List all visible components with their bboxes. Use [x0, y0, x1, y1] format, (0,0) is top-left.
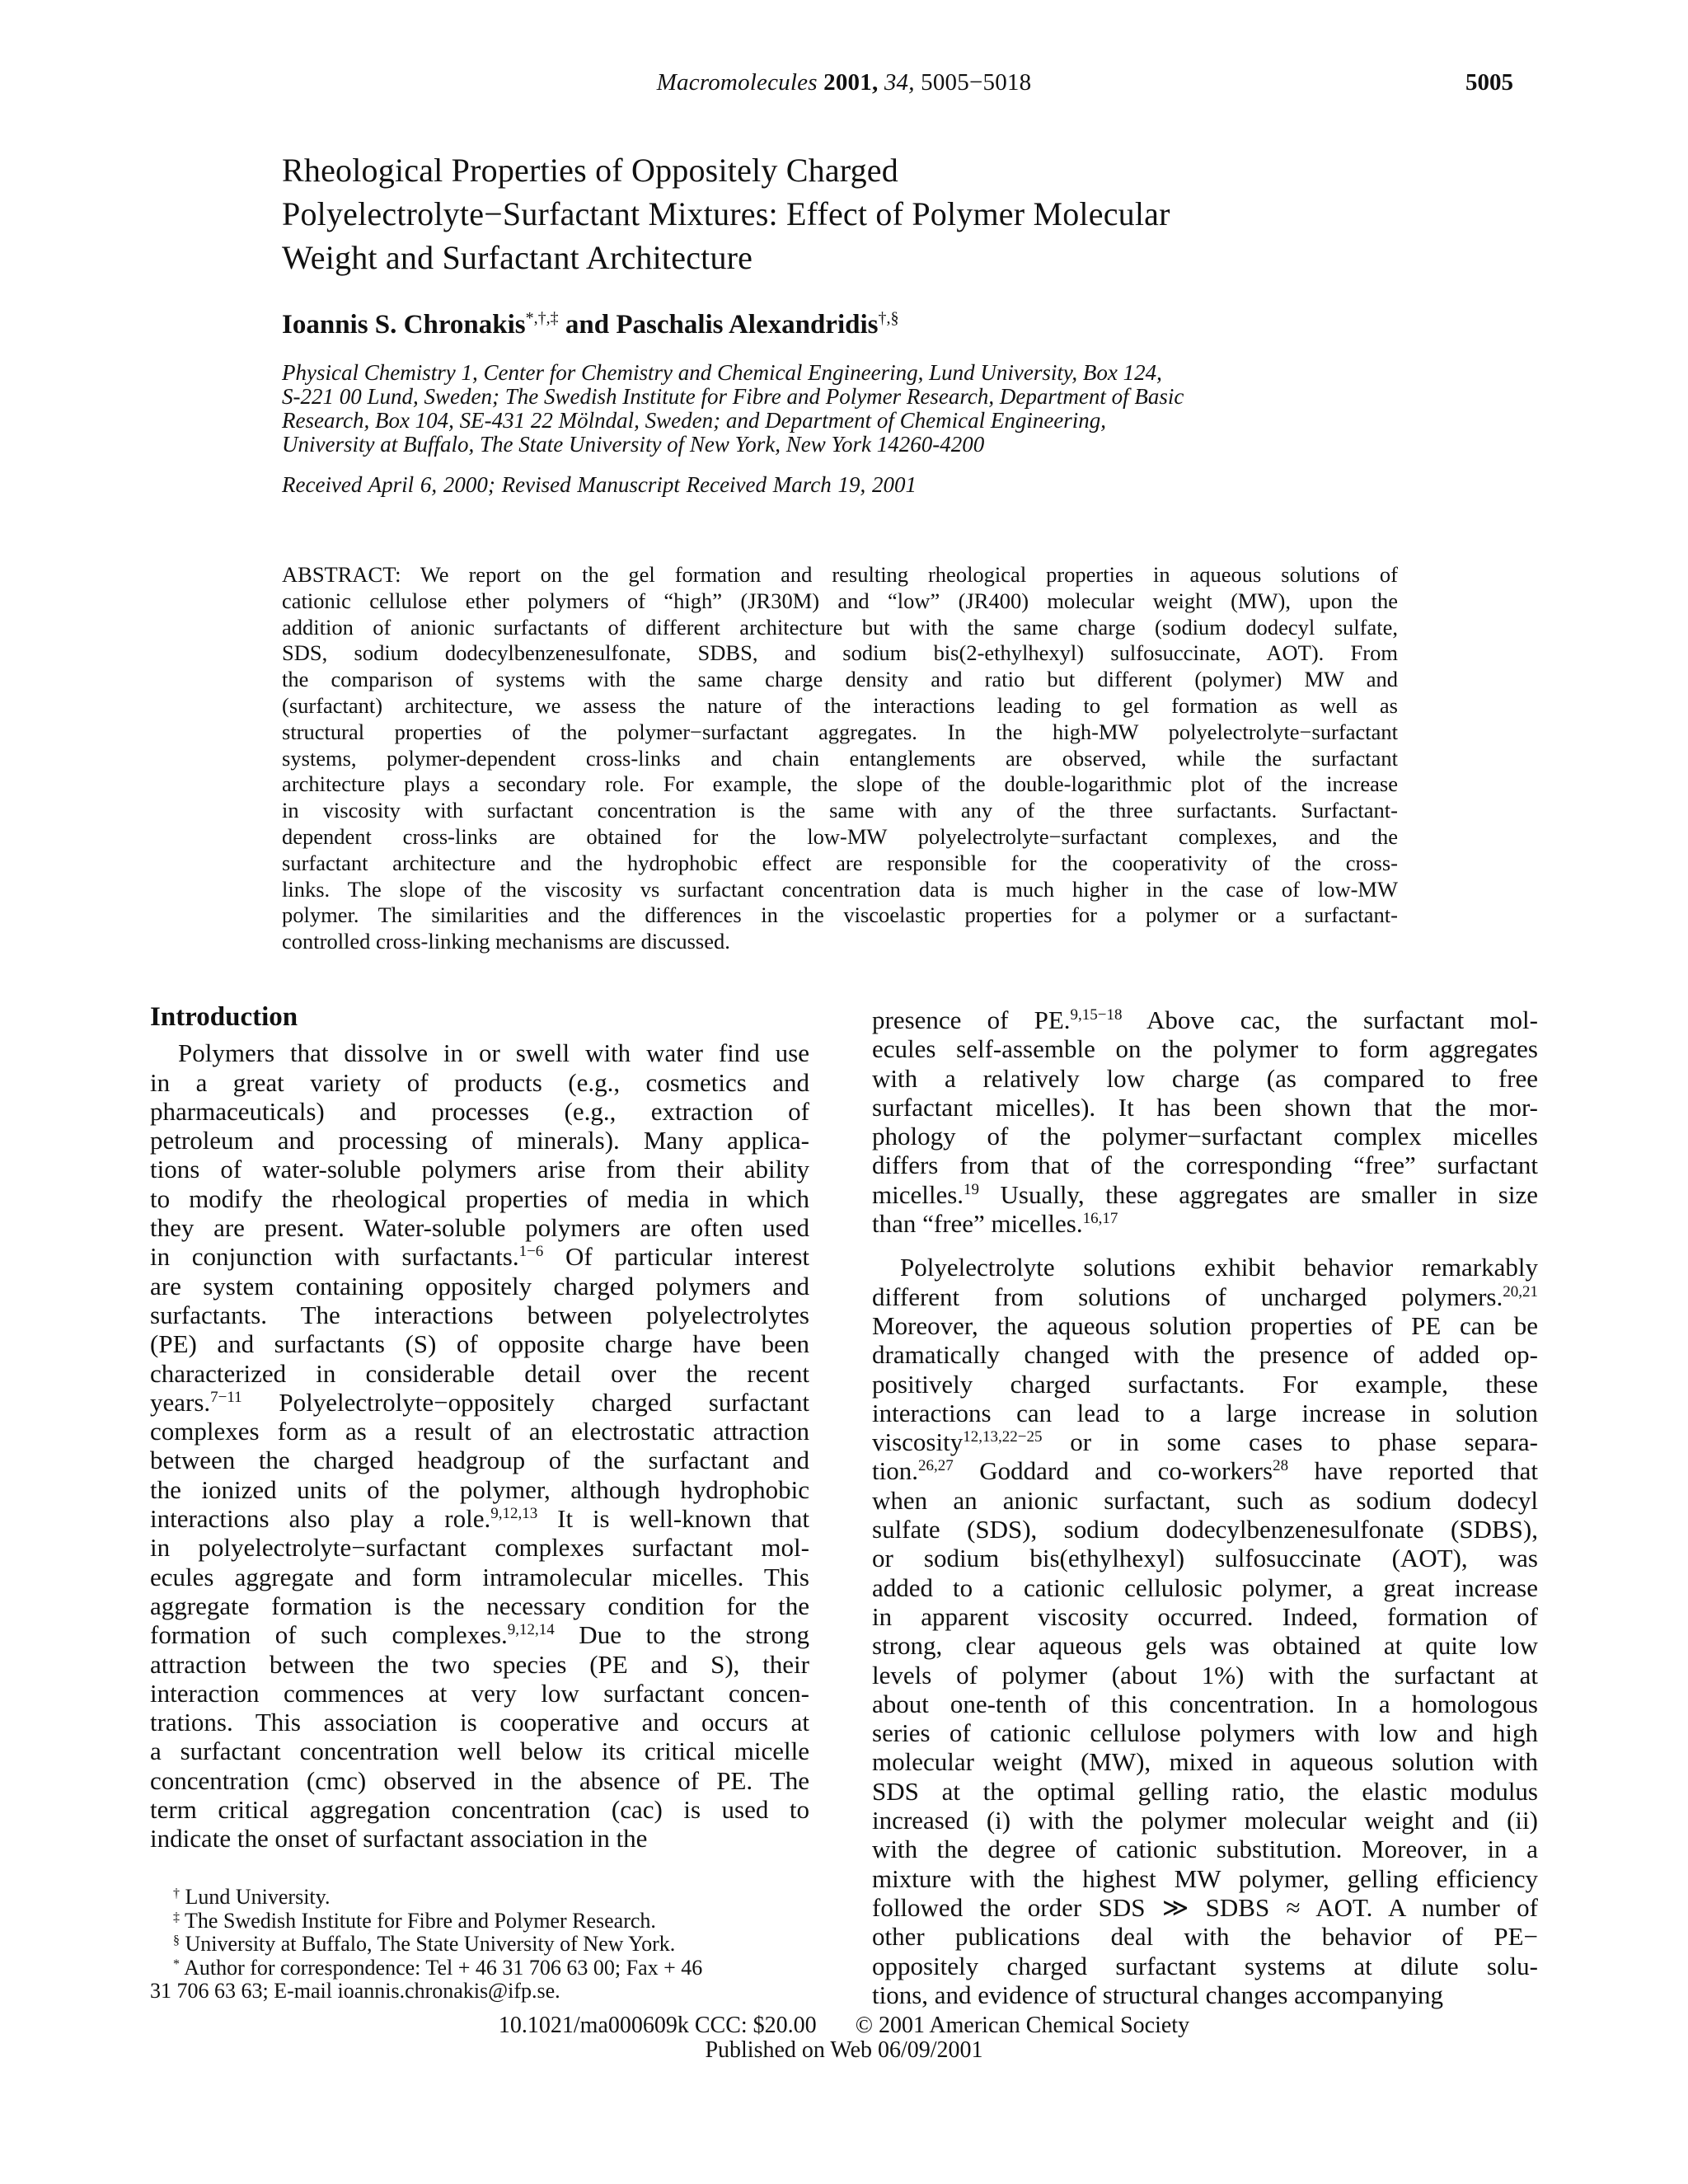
text-line: aggregate formation is the necessary condition for the [150, 1591, 809, 1620]
running-head [0, 69, 1688, 96]
citation-superscript: 1−6 [518, 1243, 544, 1261]
text-line: strong, clear aqueous gels was obtained at quite low [872, 1631, 1538, 1661]
footnote-mark: § [173, 1933, 180, 1947]
section-heading: Introduction [150, 1002, 298, 1032]
text-line: interactions also play a role.$^{9,12,13}$ It is well-known that [150, 1504, 809, 1534]
text-line: ecules self-assemble on the polymer to form aggregates [872, 1034, 1538, 1064]
abstract-line: dependent cross-links are obtained for the low-MW polyelectrolyte−surfactant complexes, and the [282, 823, 1398, 849]
abstract-line: surfactant architecture and the hydrophobic effect are responsible for the cooperativity of the cross- [282, 850, 1398, 875]
text-line: complexes form as a result of an electrostatic attraction [150, 1417, 809, 1446]
affiliation-line: Research, Box 104, SE-431 22 Mölndal, Sweden; and Department of Chemical Engineering, [282, 408, 1107, 433]
text-line: phology of the polymer−surfactant complex micelles [872, 1122, 1538, 1151]
text-line: trations. This association is cooperative and occurs at [150, 1708, 809, 1737]
text-line: mixture with the highest MW polymer, gelling efficiency [872, 1863, 1538, 1893]
affiliation-line: University at Buffalo, The State University of New York, New York 14260-4200 [282, 432, 985, 457]
text-line: a surfactant concentration well below its critical micelle [150, 1736, 809, 1766]
citation-superscript: 9,12,13 [490, 1505, 538, 1523]
article-title [282, 148, 1436, 279]
body-paragraph [872, 1253, 1538, 2009]
citation-superscript: 20,21 [1503, 1282, 1538, 1301]
author-name: Paschalis Alexandridis [616, 310, 879, 340]
citation-superscript: 9,15−18 [1070, 1006, 1123, 1024]
text-line: dramatically changed with the presence of added op- [872, 1340, 1538, 1370]
text-line: in a great variety of products (e.g., cosmetics and [150, 1067, 809, 1097]
text-line: in polyelectrolyte−surfactant complexes surfactant mol- [150, 1533, 809, 1563]
author-conjunction: and [565, 310, 610, 340]
abstract-line: structural properties of the polymer−surfactant aggregates. In the high-MW polyelectrolyte−surfactant [282, 719, 1398, 744]
text-line: Polyelectrolyte solutions exhibit behavior remarkably [900, 1253, 1538, 1282]
text-line: differs from that of the corresponding “free” surfactant [872, 1151, 1538, 1180]
page-footer [0, 2014, 1688, 2062]
text-line: attraction between the two species (PE and S), their [150, 1649, 809, 1679]
footnote: † Lund University. [173, 1885, 331, 1909]
text-line: oppositely charged surfactant systems at dilute solu- [872, 1951, 1538, 1980]
footnote: § University at Buffalo, The State University of New York. [173, 1932, 676, 1956]
author-marks: †,§ [878, 309, 899, 327]
text-line: in apparent viscosity occurred. Indeed, formation of [872, 1601, 1538, 1631]
text-line: formation of such complexes.$^{9,12,14}$ Due to the strong [150, 1620, 809, 1650]
author-marks: *,†,‡ [525, 309, 559, 327]
text-line: Polymers that dissolve in or swell with water find use [178, 1038, 809, 1068]
footnote-mark: ‡ [173, 1910, 180, 1924]
text-line: characterized in considerable detail over the recent [150, 1358, 809, 1388]
text-line: levels of polymer (about 1%) with the surfactant at [872, 1660, 1538, 1690]
abstract-line: addition of anionic surfactants of different architecture but with the same charge (sodium dodecyl sulfate, [282, 614, 1398, 640]
text-line: tion.$^{26,27}$ Goddard and co-workers$^{28}$ have reported that [872, 1456, 1538, 1486]
text-line: interaction commences at very low surfactant concen- [150, 1678, 809, 1708]
abstract-line: polymer. The similarities and the differences in the viscoelastic properties for a polymer or a surfactant- [282, 902, 1398, 928]
text-line: term critical aggregation concentration (cac) is used to [150, 1795, 809, 1825]
affiliation-line: Physical Chemistry 1, Center for Chemistry and Chemical Engineering, Lund University, Box 124, [282, 360, 1162, 385]
text-line: micelles.$^{19}$ Usually, these aggregates are smaller in size [872, 1179, 1538, 1209]
text-line: they are present. Water-soluble polymers are often used [150, 1213, 809, 1243]
text-line: presence of PE.$^{9,15-18}$ Above cac, the surfactant mol- [872, 1005, 1538, 1034]
text-line: interactions can lead to a large increase in solution [872, 1398, 1538, 1427]
page-number: 5005 [1465, 69, 1513, 96]
text-line: added to a cationic cellulosic polymer, a great increase [872, 1572, 1538, 1602]
text-line: surfactants. The interactions between polyelectrolytes [150, 1300, 809, 1329]
text-line: molecular weight (MW), mixed in aqueous solution with [872, 1747, 1538, 1777]
text-line: increased (i) with the polymer molecular weight and (ii) [872, 1806, 1538, 1835]
footnotes [150, 1886, 809, 2004]
abstract-line: the comparison of systems with the same charge density and ratio but different (polymer) MW and [282, 667, 1398, 692]
affiliations [282, 361, 1436, 457]
introduction-paragraph [150, 1038, 809, 1853]
affiliation-line: S-221 00 Lund, Sweden; The Swedish Institute for Fibre and Polymer Research, Department of Basic [282, 384, 1184, 409]
page-range: 5005−5018 [921, 69, 1032, 96]
text-line: than “free” micelles.$^{16,17}$ [872, 1209, 1118, 1239]
citation-superscript: 28 [1273, 1457, 1289, 1475]
text-line: SDS at the optimal gelling ratio, the elastic modulus [872, 1776, 1538, 1806]
text-line: sulfate (SDS), sodium dodecylbenzenesulfonate (SDBS), [872, 1515, 1538, 1544]
text-line: or sodium bis(ethylhexyl) sulfosuccinate (AOT), was [872, 1544, 1538, 1573]
text-line: concentration (cmc) observed in the absence of PE. The [150, 1765, 809, 1795]
text-line: pharmaceuticals) and processes (e.g., extraction of [150, 1096, 809, 1126]
abstract-line: SDS, sodium dodecylbenzenesulfonate, SDBS, and sodium bis(2-ethylhexyl) sulfosuccinate, AOT). From [282, 640, 1398, 666]
citation-superscript: 12,13,22−25 [963, 1428, 1043, 1446]
citation-superscript: 19 [964, 1180, 980, 1198]
abstract-line: architecture plays a secondary role. For example, the slope of the double-logarithmic plot of the increase [282, 771, 1398, 797]
text-line: tions of water-soluble polymers arise from their ability [150, 1155, 809, 1184]
citation-superscript: 26,27 [917, 1457, 954, 1475]
author-list [282, 309, 898, 340]
journal-volume: 34, [884, 69, 915, 96]
text-line: surfactant micelles). It has been shown that the mor- [872, 1092, 1538, 1122]
text-line: tions, and evidence of structural changes accompanying [872, 1980, 1443, 2009]
text-line: other publications deal with the behavior of PE− [872, 1922, 1538, 1952]
abstract-line: systems, polymer-dependent cross-links and chain entanglements are observed, while the surfactant [282, 745, 1398, 771]
text-line: with a relatively low charge (as compared to free [872, 1063, 1538, 1093]
abstract-line: cationic cellulose ether polymers of “high” (JR30M) and “low” (JR400) molecular weight (MW), upon the [282, 588, 1398, 613]
copyright: © 2001 American Chemical Society [855, 2013, 1190, 2038]
citation-superscript: 7−11 [210, 1388, 242, 1406]
footnote: ‡ The Swedish Institute for Fibre and Polymer Research. [173, 1908, 656, 1933]
text-line: petroleum and processing of minerals). Many applica- [150, 1126, 809, 1155]
text-line: series of cationic cellulose polymers with low and high [872, 1718, 1538, 1748]
text-line: indicate the onset of surfactant association in the [150, 1824, 648, 1854]
text-line: (PE) and surfactants (S) of opposite charge have been [150, 1329, 809, 1359]
title-line: Rheological Properties of Oppositely Charged [282, 152, 898, 189]
text-line: viscosity$^{12,13,22-25}$ or in some cases to phase separa- [872, 1427, 1538, 1457]
text-line: in conjunction with surfactants.$^{1-6}$ Of particular interest [150, 1242, 809, 1272]
citation-superscript: 16,17 [1082, 1210, 1118, 1228]
published-date: Published on Web 06/09/2001 [705, 2037, 983, 2063]
text-line: followed the order SDS ≫ SDBS ≈ AOT. A number of [872, 1892, 1538, 1922]
abstract-line: controlled cross-linking mechanisms are discussed. [282, 929, 730, 954]
abstract-line: (surfactant) architecture, we assess the nature of the interactions leading to gel formation as well as [282, 692, 1398, 718]
citation-superscript: 9,12,14 [507, 1621, 555, 1639]
text-line: the ionized units of the polymer, although hydrophobic [150, 1474, 809, 1504]
doi-line: 10.1021/ma000609k CCC: $20.00 [498, 2013, 817, 2038]
footnote-mark: † [173, 1886, 180, 1900]
text-line: when an anionic surfactant, such as sodium dodecyl [872, 1485, 1538, 1515]
journal-name: Macromolecules [656, 69, 818, 96]
text-line: different from solutions of uncharged polymers.$^{20,21}$ [872, 1282, 1538, 1311]
title-line: Weight and Surfactant Architecture [282, 239, 753, 276]
abstract-line: ABSTRACT: We report on the gel formation and resulting rheological properties in aqueous solutions of [282, 562, 1398, 587]
footnote-continuation: 31 706 63 63; E-mail ioannis.chronakis@ifp.se. [150, 1979, 560, 2003]
footnote-mark: * [173, 1957, 180, 1971]
text-line: with the degree of cationic substitution. Moreover, in a [872, 1835, 1538, 1864]
title-line: Polyelectrolyte−Surfactant Mixtures: Effect of Polymer Molecular [282, 195, 1170, 232]
text-line: ecules aggregate and form intramolecular micelles. This [150, 1562, 809, 1591]
abstract-line: links. The slope of the viscosity vs surfactant concentration data is much higher in the case of low-MW [282, 876, 1398, 902]
text-line: years.$^{7-11}$ Polyelectrolyte−oppositely charged surfactant [150, 1387, 809, 1417]
author-name: Ioannis S. Chronakis [282, 310, 526, 340]
text-line: Moreover, the aqueous solution properties of PE can be [872, 1310, 1538, 1340]
left-column [150, 1003, 809, 1854]
right-column [872, 1005, 1538, 2009]
received-dates: Received April 6, 2000; Revised Manuscript Received March 19, 2001 [282, 472, 917, 497]
text-line: between the charged headgroup of the surfactant and [150, 1446, 809, 1475]
text-line: about one-tenth of this concentration. In a homologous [872, 1689, 1538, 1718]
abstract [282, 562, 1398, 955]
body-paragraph [872, 1005, 1538, 1238]
text-line: positively charged surfactants. For example, these [872, 1369, 1538, 1399]
journal-year: 2001, [823, 69, 879, 96]
text-line: are system containing oppositely charged polymers and [150, 1271, 809, 1301]
abstract-line: in viscosity with surfactant concentration is the same with any of the three surfactants. Surfactant- [282, 798, 1398, 823]
text-line: to modify the rheological properties of media in which [150, 1183, 809, 1213]
footnote: * Author for correspondence: Tel + 46 31 706 63 00; Fax + 46 [173, 1955, 703, 1980]
